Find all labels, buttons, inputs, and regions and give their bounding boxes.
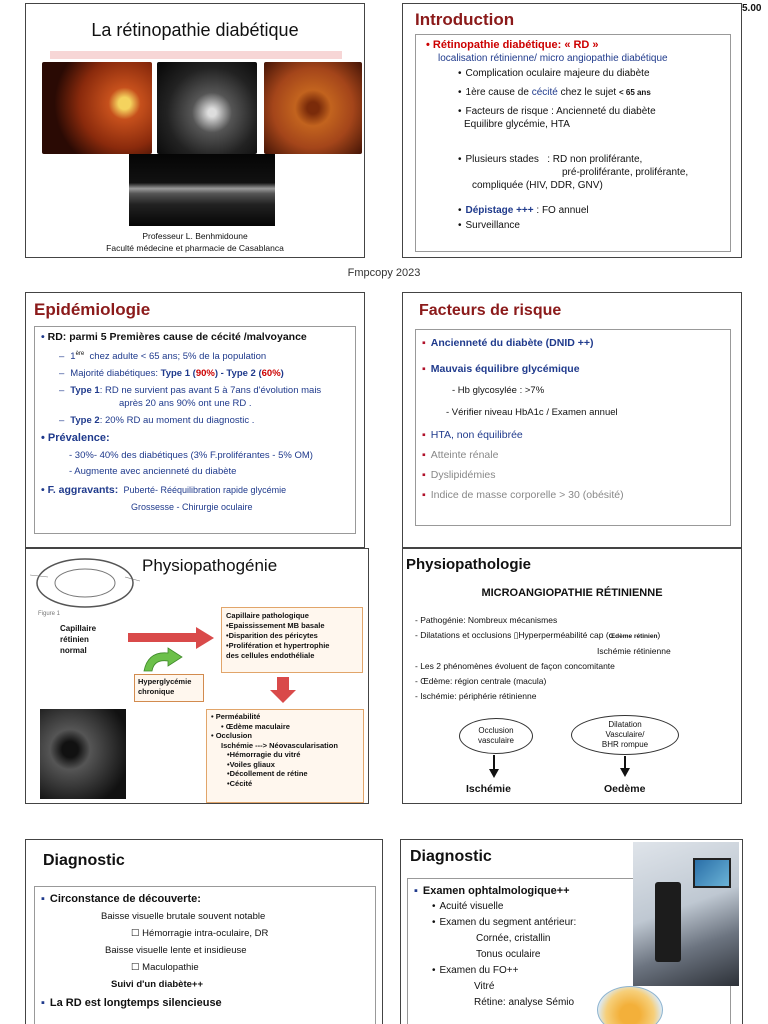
capillary-cross-section-illustration <box>30 555 140 611</box>
epi-l2d: ) - Type 2 ( <box>214 368 262 380</box>
right-arrow-icon <box>128 633 198 642</box>
dil-line2: Vasculaire/ <box>605 730 645 739</box>
intro-b4d: compliquée (HIV, DDR, GNV) <box>472 180 603 191</box>
occl-line2: vasculaire <box>477 736 514 745</box>
slide-physiopathologie <box>402 548 742 804</box>
intro-b4 <box>458 153 724 166</box>
diag-a5: Suivi d'un diabète++ <box>111 979 204 990</box>
slide-title-text: La rétinopathie diabétique <box>91 20 299 40</box>
diag-a1: Baisse visuelle brutale souvent notable <box>101 911 266 922</box>
epi-l1sup: ère <box>75 351 85 357</box>
physio-l2b: Œdème rétinien <box>608 633 658 640</box>
intro-head-text: Rétinopathie diabétique: « RD » <box>432 39 599 51</box>
eff-line8: •Cécité <box>227 778 253 788</box>
intro-b5 <box>458 204 724 217</box>
down-arrow-icon <box>489 769 499 778</box>
physio-l2 <box>415 628 671 644</box>
epi-l2 <box>59 367 349 380</box>
occl-line1: Occlusion <box>478 726 514 735</box>
slide-heading: Diagnostic <box>410 848 492 865</box>
normal-line3: normal <box>60 646 87 655</box>
content-box <box>415 329 731 526</box>
slide-heading: Epidémiologie <box>34 300 151 319</box>
risk-i5-text: Dyslipidémies <box>430 469 496 481</box>
exam-b3a: Vitré <box>474 981 495 992</box>
exam-b3b: Rétine: analyse Sémio <box>474 997 575 1008</box>
diag-a4 <box>131 959 369 976</box>
epi-p2: - Augmente avec ancienneté du diabète <box>69 466 237 478</box>
slit-lamp-image <box>655 882 681 962</box>
risk-i3-text: HTA, non équilibrée <box>430 429 523 441</box>
epi-l1b: chez adulte < 65 ans; 5% de la population <box>89 351 267 363</box>
faculty-name: Faculté médecine et pharmacie de Casablanca <box>106 243 284 253</box>
content-box <box>34 886 376 1024</box>
result-ischemie: Ischémie <box>466 783 511 795</box>
normal-capillary-label <box>60 623 96 656</box>
exam-h1-text: Examen ophtalmologique++ <box>422 885 570 897</box>
exam-b3-text: Examen du FO++ <box>439 965 519 976</box>
physio-l2a: - Dilatations et occlusions ▯Hyperperméabilité cap ( <box>415 630 609 640</box>
diag-a4-text: Maculopathie <box>142 962 199 973</box>
epi-l2e: 60% <box>261 368 281 380</box>
intro-b6 <box>458 219 724 232</box>
diag-a3: Baisse visuelle lente et insidieuse <box>105 945 247 956</box>
intro-b4b: : RD non proliférante, <box>547 154 643 165</box>
physio-l4: - Les 2 phénomènes évoluent de façon concomitante <box>415 661 615 671</box>
risk-i5 <box>422 466 724 484</box>
epi-p1: - 30%- 40% des diabétiques (3% F.proliférantes - 5% OM) <box>69 450 313 462</box>
intro-b2d: < 65 ans <box>618 88 651 97</box>
risk-i2 <box>422 360 724 378</box>
patho-line0: Capillaire pathologique <box>226 611 309 620</box>
epi-l3 <box>59 384 349 397</box>
patho-line3: •Prolifération et hypertrophie <box>226 641 330 650</box>
epi-l4 <box>59 414 349 427</box>
risk-i2a: - Hb glycosylée : >7% <box>452 385 545 396</box>
epi-h1-text: RD: parmi 5 Premières cause de cécité /malvoyance <box>47 331 307 343</box>
title-underline <box>50 51 342 59</box>
diag-h2 <box>41 995 369 1012</box>
diag-a2 <box>131 925 369 942</box>
checkbox-icon: ☐ <box>131 962 140 973</box>
risk-i1 <box>422 334 724 352</box>
risk-i4 <box>422 446 724 464</box>
occlusion-ellipse <box>459 718 533 754</box>
slide-subheading: MICROANGIOPATHIE RÉTINIENNE <box>481 587 663 599</box>
intro-b1-text: Complication oculaire majeure du diabète <box>465 68 650 79</box>
epi-l1a: 1 <box>70 351 76 363</box>
physio-list <box>415 613 671 704</box>
diag-a2-text: Hémorragie intra-oculaire, DR <box>142 928 269 939</box>
dil-line1: Dilatation <box>608 720 642 729</box>
slide-diagnostic-1 <box>25 839 383 1024</box>
epi-l4a: Type 2 <box>70 415 100 427</box>
intro-b5b: : FO annuel <box>536 205 589 216</box>
angiography-image <box>40 709 126 799</box>
epi-l2b: Type 1 ( <box>160 368 196 380</box>
physio-l1: - Pathogénie: Nombreux mécanismes <box>415 615 558 625</box>
eff-line5: •Hémorragie du vitré <box>227 750 301 759</box>
content-box <box>415 34 731 252</box>
epi-l2c: 90% <box>195 368 215 380</box>
eff-line3: • Occlusion <box>211 731 252 740</box>
slide-heading: Physiopathologie <box>406 556 532 573</box>
epi-l1 <box>59 348 349 363</box>
normal-line1: Capillaire <box>60 624 97 633</box>
eff-line1: • Perméabilité <box>211 712 261 721</box>
diag-h1-colon: : <box>197 893 201 905</box>
slide-heading: Diagnostic <box>43 852 125 869</box>
down-arrow-icon <box>620 768 630 777</box>
intro-b4c: pré-proliférante, proliférante, <box>562 167 689 178</box>
exam-b1-text: Acuité visuelle <box>439 901 504 912</box>
epi-h2-text: Prévalence: <box>47 432 110 445</box>
physio-l2c: ) <box>657 630 661 640</box>
intro-b5a: Dépistage +++ <box>465 205 534 216</box>
epi-h3b: Puberté- Rééquilibration rapide glycémie <box>123 485 287 496</box>
intro-b6-text: Surveillance <box>465 220 520 231</box>
down-arrow-icon <box>277 677 289 691</box>
result-oedeme: Oedème <box>604 783 646 795</box>
curved-arrow-icon <box>138 647 186 673</box>
slide-physiopathogenie <box>25 548 369 804</box>
epi-l4b: : 20% RD au moment du diagnostic . <box>99 415 255 427</box>
intro-b3b: Equilibre glycémie, HTA <box>464 119 570 130</box>
intro-b2c: chez le sujet <box>560 87 617 98</box>
hyper-line1: Hyperglycémie <box>138 677 192 686</box>
eff-line7: •Décollement de rétine <box>227 769 308 778</box>
intro-sub: localisation rétinienne/ micro angiopathie diabétique <box>438 53 668 64</box>
risk-i4-text: Atteinte rénale <box>430 449 499 461</box>
risk-i3 <box>422 426 724 444</box>
footer-text: Fmpcopy 2023 <box>347 267 421 279</box>
epi-h1: • RD: parmi 5 Premières cause de cécité /malvoyance <box>41 331 307 343</box>
dilatation-ellipse <box>571 715 679 755</box>
angiography-photo <box>157 62 257 154</box>
epi-l3c: après 20 ans 90% ont une RD . <box>119 398 252 410</box>
hyper-line2: chronique <box>138 687 175 696</box>
patho-line2: •Disparition des péricytes <box>226 631 318 640</box>
epi-l2f: ) <box>280 368 284 380</box>
epi-l2a: Majorité diabétiques: <box>70 368 158 380</box>
intro-b2 <box>458 86 724 99</box>
intro-b4a: Plusieurs stades <box>465 154 539 165</box>
epi-h3-text: F. aggravants: <box>47 484 119 497</box>
epi-l3b: : RD ne survient pas avant 5 à 7ans d'évolution mais <box>99 385 322 397</box>
content-box <box>34 326 356 534</box>
monitor-image <box>693 858 731 888</box>
figure-label: Figure 1 <box>38 611 61 617</box>
right-arrowhead-icon <box>196 627 214 649</box>
physio-l3: Ischémie rétinienne <box>597 646 671 656</box>
fundus-photo <box>42 62 152 154</box>
epi-h3: • F. aggravants: Puberté- Rééquilibration rapide glycémie <box>41 484 287 497</box>
epi-h2: • Prévalence: <box>41 432 110 445</box>
risk-i6 <box>422 486 724 504</box>
eff-line4: Ischémie ---> Néovascularisation <box>221 740 338 750</box>
consequences-box <box>206 709 364 803</box>
intro-b2b: cécité <box>531 87 558 98</box>
diag-h1-text: Circonstance de découverte <box>49 893 198 905</box>
risk-i2-text: Mauvais équilibre glycémique <box>430 363 580 375</box>
eff-line2: • Œdème maculaire <box>221 721 290 731</box>
author-name: Professeur L. Benhmidoune <box>142 231 248 241</box>
exam-b2a: Cornée, cristallin <box>476 933 551 944</box>
exam-b2b: Tonus oculaire <box>476 949 541 960</box>
slide-facteurs-risque <box>402 292 742 548</box>
eff-line6: •Voiles gliaux <box>227 759 275 769</box>
exam-b2-text: Examen du segment antérieur: <box>439 917 577 928</box>
risk-i6-text: Indice de masse corporelle > 30 (obésité) <box>430 489 624 501</box>
physio-l5: - Œdème: région centrale (macula) <box>415 676 547 686</box>
slide-diagnostic-2 <box>400 839 743 1024</box>
epi-l3a: Type 1 <box>70 385 100 397</box>
diag-h2-text: La RD est longtemps silencieuse <box>49 997 222 1009</box>
intro-b1 <box>458 67 724 80</box>
author-block <box>26 230 364 254</box>
slide-title <box>25 3 365 258</box>
page-number: 5.00 <box>742 3 762 14</box>
hyperglycemia-box <box>134 674 204 702</box>
slit-lamp-photo <box>633 842 739 986</box>
intro-b3-text: Facteurs de risque : Ancienneté du diabète <box>465 106 656 117</box>
oct-scan <box>129 154 275 226</box>
checkbox-icon: ☐ <box>131 928 140 939</box>
slide-heading: Physiopathogénie <box>142 556 278 575</box>
laser-fundus-photo <box>264 62 362 154</box>
epi-h3c: Grossesse - Chirurgie oculaire <box>131 502 253 513</box>
normal-line2: rétinien <box>60 635 89 644</box>
intro-head: • Rétinopathie diabétique: « RD » <box>426 39 599 51</box>
dil-line3: BHR rompue <box>601 740 649 749</box>
slide-heading: Introduction <box>415 10 515 29</box>
intro-b2a: 1ère cause de <box>465 87 529 98</box>
slide-heading: Facteurs de risque <box>419 302 562 319</box>
diag-h1 <box>41 891 369 908</box>
physio-l6: - Ischémie: périphérie rétinienne <box>415 691 537 701</box>
slide-introduction <box>402 3 742 258</box>
risk-i1-text: Ancienneté du diabète (DNID ++) <box>430 337 594 349</box>
slide-epidemiologie <box>25 292 365 548</box>
intro-b3 <box>458 105 724 118</box>
risk-i2b: - Vérifier niveau HbA1c / Examen annuel <box>446 407 618 418</box>
patho-line1: •Epaississement MB basale <box>226 621 325 630</box>
pathologic-capillary-box <box>221 607 363 673</box>
patho-line4: des cellules endothéliale <box>226 651 315 660</box>
down-arrowhead-icon <box>270 690 296 703</box>
